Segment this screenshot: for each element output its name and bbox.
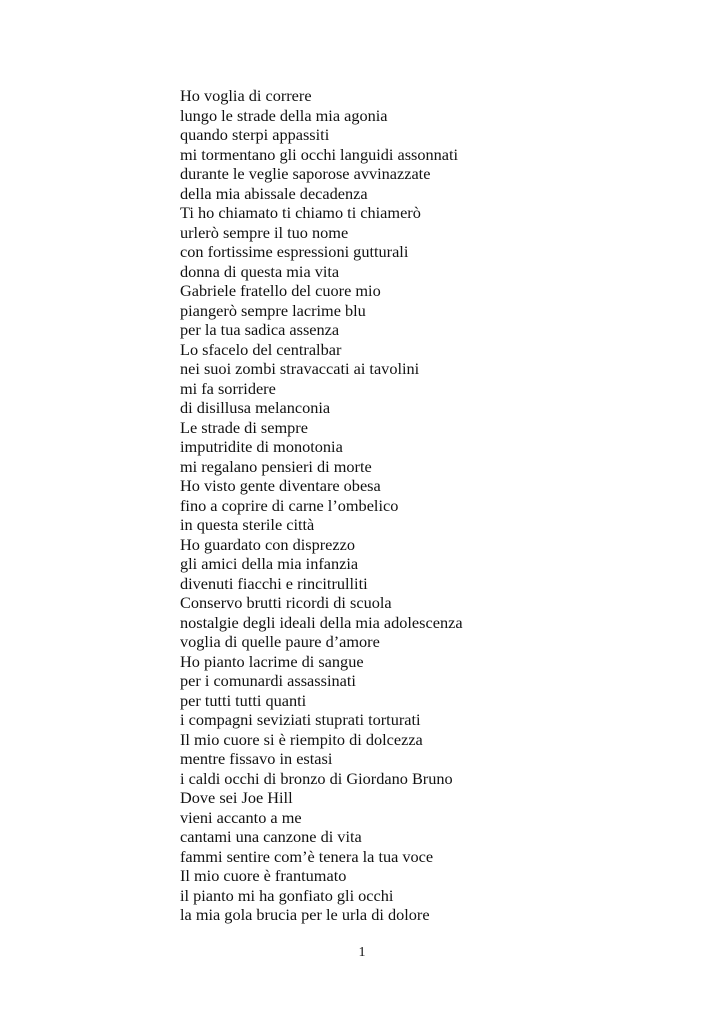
poem-line: per i comunardi assassinati [180, 671, 356, 690]
poem-line: Ho visto gente diventare obesa [180, 476, 381, 495]
poem-line: divenuti fiacchi e rincitrulliti [180, 573, 368, 593]
poem-line: durante le veglie saporose avvinazzate [180, 164, 431, 183]
poem-line: gli amici della mia infanzia [180, 554, 359, 573]
poem-line: fammi sentire com’è tenera la tua voce [180, 846, 434, 866]
poem-line: in questa sterile città [180, 515, 315, 534]
poem-line: urlerò sempre il tuo nome [180, 222, 349, 242]
poem-line: voglia di quelle paure d’amore [180, 632, 380, 651]
poem-line: della mia abissale decadenza [180, 183, 368, 203]
poem-line: Ho pianto lacrime di sangue [180, 651, 364, 671]
poem-line: mentre fissavo in estasi [180, 749, 333, 768]
poem-line: Ho voglia di correre [180, 86, 312, 105]
poem-line: Dove sei Joe Hill [180, 788, 293, 807]
poem-line: i compagni seviziati stuprati torturati [180, 710, 421, 729]
poem-line: i caldi occhi di bronzo di Giordano Bruno [180, 768, 453, 788]
poem-line: Conservo brutti ricordi di scuola [180, 593, 392, 612]
poem-line: mi regalano pensieri di morte [180, 456, 372, 476]
poem-line: quando sterpi appassiti [180, 125, 330, 144]
poem-line: mi tormentano gli occhi languidi assonnati [180, 144, 459, 164]
poem-line: donna di questa mia vita [180, 261, 340, 281]
poem-line: Gabriele fratello del cuore mio [180, 281, 381, 300]
poem-line: Il mio cuore si è riempito di dolcezza [180, 729, 423, 749]
poem-line: la mia gola brucia per le urla di dolore [180, 905, 430, 924]
poem-line: Le strade di sempre [180, 417, 308, 437]
poem-line: nostalgie degli ideali della mia adolescenza [180, 612, 463, 632]
poem-line: Lo sfacelo del centralbar [180, 339, 342, 359]
poem-line: nei suoi zombi stravaccati ai tavolini [180, 359, 420, 378]
poem-line: di disillusa melanconia [180, 398, 331, 417]
poem-line: mi fa sorridere [180, 378, 276, 398]
poem-line: il pianto mi ha gonfiato gli occhi [180, 885, 394, 905]
poem-line: cantami una canzone di vita [180, 827, 362, 846]
poem-text [180, 86, 700, 925]
poem-line: per la tua sadica assenza [180, 320, 340, 339]
poem-line: piangerò sempre lacrime blu [180, 300, 366, 320]
poem-line: vieni accanto a me [180, 807, 302, 827]
poem-line: Ti ho chiamato ti chiamo ti chiamerò [180, 203, 421, 222]
poem-line: Ho guardato con disprezzo [180, 534, 355, 554]
page-number: 1 [358, 945, 366, 960]
poem-line: per tutti tutti quanti [180, 690, 307, 710]
poem-line: imputridite di monotonia [180, 437, 343, 456]
poem-line: lungo le strade della mia agonia [180, 105, 388, 125]
poem-line: con fortissime espressioni gutturali [180, 242, 409, 261]
poem-line: fino a coprire di carne l’ombelico [180, 495, 399, 515]
poem-line: Il mio cuore è frantumato [180, 866, 347, 885]
